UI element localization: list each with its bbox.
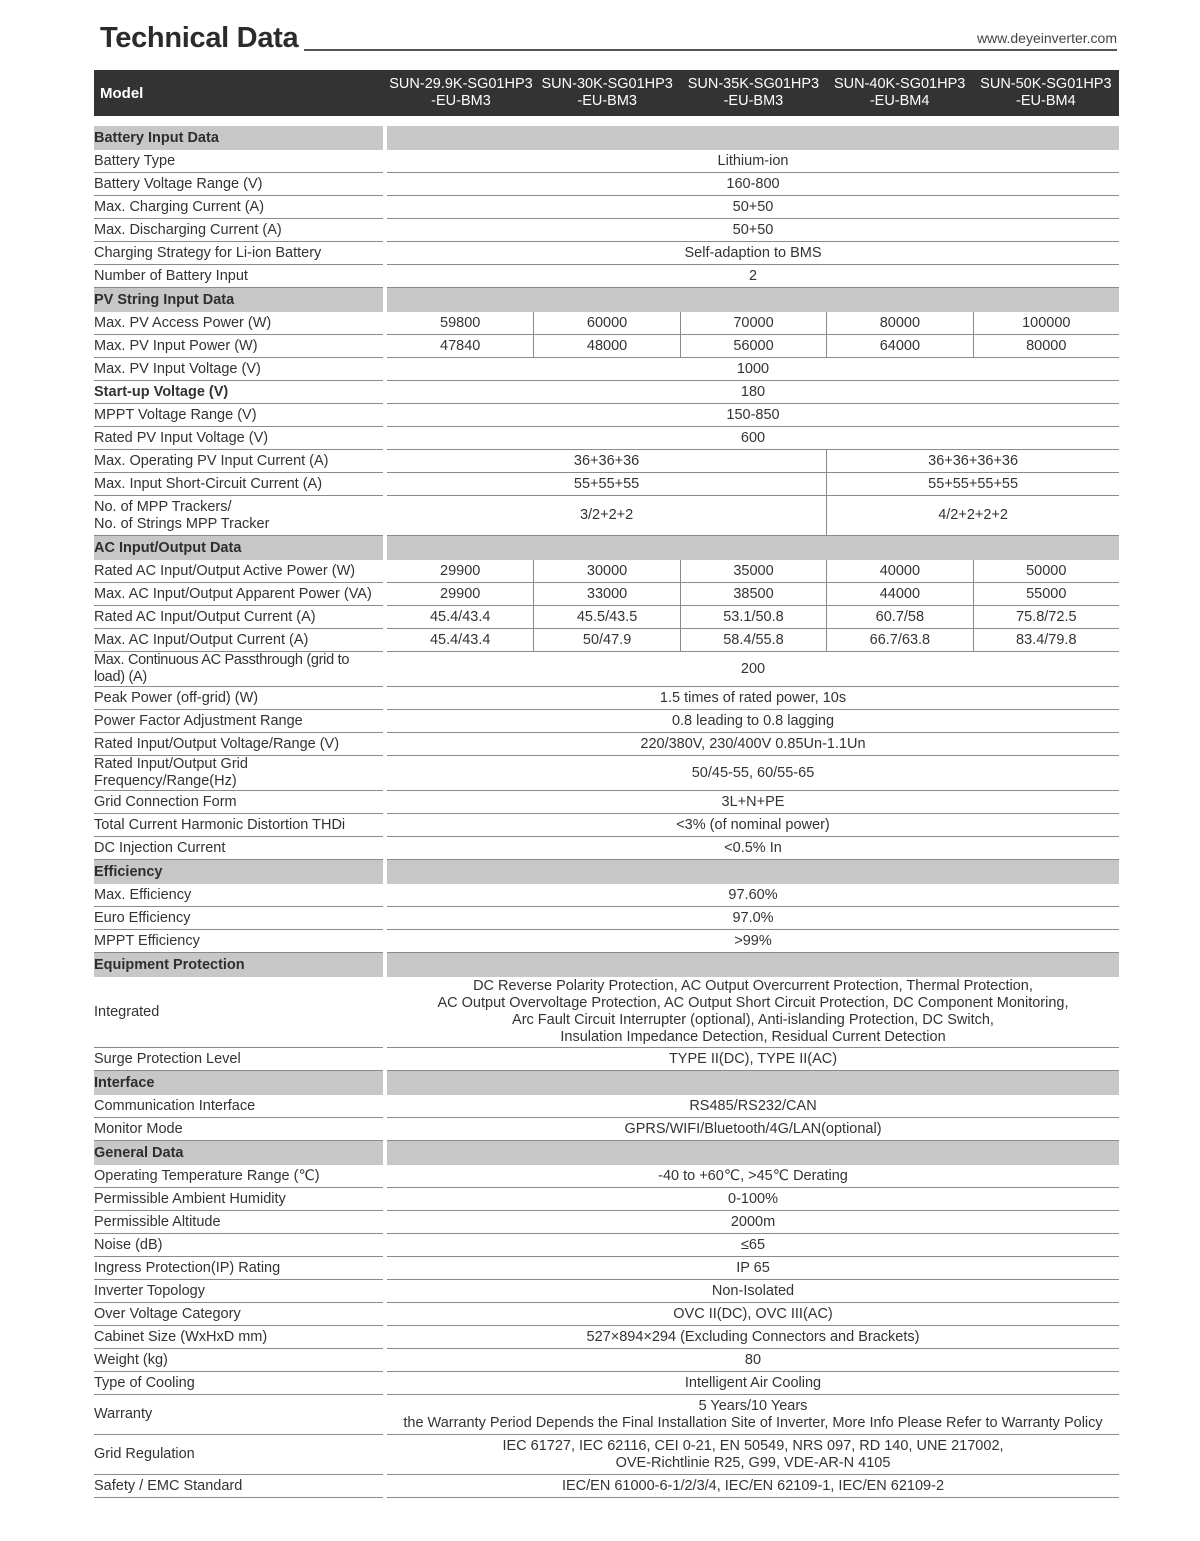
model-name: SUN-50K-SG01HP3 -EU-BM4 [980,76,1112,109]
spec-label: Battery Type [94,150,383,173]
spec-value: 160-800 [387,173,1119,196]
title-rule [304,49,1117,51]
spec-label: Max. PV Access Power (W) [94,312,383,335]
spec-value: Lithium-ion [387,150,1119,173]
spec-label: Max. Operating PV Input Current (A) [94,450,383,473]
spec-row [94,710,1119,733]
spec-label: Peak Power (off-grid) (W) [94,687,383,710]
spec-value: 47840 [387,335,533,358]
spec-value: 45.4/43.4 [387,629,533,652]
spec-label: Ingress Protection(IP) Rating [94,1257,383,1280]
spec-value: -40 to +60℃, >45℃ Derating [387,1165,1119,1188]
spec-label: Permissible Ambient Humidity [94,1188,383,1211]
spec-row [94,358,1119,381]
spec-label: Max. Charging Current (A) [94,196,383,219]
spec-value: <3% (of nominal power) [387,814,1119,837]
spec-row [94,1048,1119,1071]
section-header-row [94,536,1119,560]
spec-row [94,1257,1119,1280]
spec-value: 50/45-55, 60/55-65 [387,756,1119,791]
section-band [387,1141,1119,1165]
spec-value: Non-Isolated [387,1280,1119,1303]
spec-table-body [94,126,1119,1498]
spec-label: Warranty [94,1395,383,1435]
section-header-row [94,288,1119,312]
section-header-row [94,860,1119,884]
spec-label: No. of MPP Trackers/ No. of Strings MPP Tracker [94,496,383,536]
spec-value: IEC/EN 61000-6-1/2/3/4, IEC/EN 62109-1, IEC/EN 62109-2 [387,1475,1119,1498]
spec-value: 1.5 times of rated power, 10s [387,687,1119,710]
section-title: Efficiency [94,860,383,884]
spec-label: Safety / EMC Standard [94,1475,383,1498]
spec-label: Number of Battery Input [94,265,383,288]
section-title: General Data [94,1141,383,1165]
spec-value: 56000 [680,335,826,358]
spec-label: Inverter Topology [94,1280,383,1303]
spec-row [94,629,1119,652]
spec-row [94,1349,1119,1372]
spec-label: DC Injection Current [94,837,383,860]
spec-value: 5 Years/10 Years the Warranty Period Depends the Final Installation Site of Inverter, More Info Please Refer to Warranty Policy [387,1395,1119,1435]
spec-value: 150-850 [387,404,1119,427]
spec-value: 40000 [826,560,972,583]
spec-value: 50/47.9 [533,629,679,652]
spec-row [94,1372,1119,1395]
spec-row [94,150,1119,173]
spec-value: IEC 61727, IEC 62116, CEI 0-21, EN 50549, NRS 097, RD 140, UNE 217002, OVE-Richtlinie R25, G99, VDE-AR-N 4105 [387,1435,1119,1475]
spec-row [94,583,1119,606]
spec-value: 80000 [973,335,1119,358]
spec-value: 200 [387,652,1119,687]
spec-row [94,219,1119,242]
spec-label: Cabinet Size (WxHxD mm) [94,1326,383,1349]
section-title: Battery Input Data [94,126,383,150]
spec-value: 59800 [387,312,533,335]
spec-row [94,606,1119,629]
spec-value: 38500 [680,583,826,606]
spec-label: Max. Efficiency [94,884,383,907]
spec-row [94,1303,1119,1326]
spec-label: Start-up Voltage (V) [94,381,383,404]
spec-row [94,652,1119,687]
spec-value: 45.4/43.4 [387,606,533,629]
spec-row [94,977,1119,1048]
spec-label: Rated AC Input/Output Active Power (W) [94,560,383,583]
spec-label: Rated AC Input/Output Current (A) [94,606,383,629]
spec-value: 4/2+2+2+2 [826,496,1119,536]
section-header-row [94,1071,1119,1095]
spec-label: Max. AC Input/Output Apparent Power (VA) [94,583,383,606]
spec-row [94,930,1119,953]
spec-value: 100000 [973,312,1119,335]
spec-value: 64000 [826,335,972,358]
spec-value: 2 [387,265,1119,288]
spec-row [94,1095,1119,1118]
spec-label: Max. PV Input Power (W) [94,335,383,358]
section-band [387,1071,1119,1095]
spec-value: 29900 [387,560,533,583]
spec-row [94,1165,1119,1188]
spec-value: 30000 [533,560,679,583]
spec-row [94,335,1119,358]
spec-value: RS485/RS232/CAN [387,1095,1119,1118]
spec-value: 80 [387,1349,1119,1372]
spec-value: DC Reverse Polarity Protection, AC Output Overcurrent Protection, Thermal Protection, AC Output Overvoltage Protection, AC Output Short Circuit Protection, DC Component Monitoring, Arc Fault Circuit Interrupter (optional), Anti-islanding Protection, DC Switch, Insulation Impedance Detection, Residual Current Detection [387,977,1119,1048]
spec-label: Grid Connection Form [94,791,383,814]
spec-value: 48000 [533,335,679,358]
spec-value: 36+36+36 [387,450,826,473]
spec-row [94,1395,1119,1435]
spec-value: 80000 [826,312,972,335]
spec-value: 33000 [533,583,679,606]
spec-label: Max. PV Input Voltage (V) [94,358,383,381]
spec-value: 55+55+55 [387,473,826,496]
spec-value: 3L+N+PE [387,791,1119,814]
spec-value: 2000m [387,1211,1119,1234]
spec-row [94,427,1119,450]
datasheet-page [94,0,1119,1498]
spec-label: Monitor Mode [94,1118,383,1141]
section-band [387,288,1119,312]
model-name: SUN-29.9K-SG01HP3 -EU-BM3 [389,76,533,109]
spec-value: 60000 [533,312,679,335]
spec-label: Noise (dB) [94,1234,383,1257]
spec-row [94,381,1119,404]
spec-label: Max. Discharging Current (A) [94,219,383,242]
section-header-row [94,953,1119,977]
spec-row [94,450,1119,473]
page-title: Technical Data [100,22,299,54]
model-name: SUN-35K-SG01HP3 -EU-BM3 [687,76,820,109]
spec-value: 44000 [826,583,972,606]
spec-value: ≤65 [387,1234,1119,1257]
spec-row [94,733,1119,756]
spec-row [94,1475,1119,1498]
spec-row [94,814,1119,837]
spec-value: 70000 [680,312,826,335]
spec-label: Grid Regulation [94,1435,383,1475]
spec-label: Rated Input/Output Voltage/Range (V) [94,733,383,756]
spec-row [94,1234,1119,1257]
spec-value: 45.5/43.5 [533,606,679,629]
spec-value: IP 65 [387,1257,1119,1280]
spec-label: Rated Input/Output Grid Frequency/Range(Hz) [94,756,383,791]
section-title: AC Input/Output Data [94,536,383,560]
spec-label: MPPT Efficiency [94,930,383,953]
spec-value: 50000 [973,560,1119,583]
spec-label: Over Voltage Category [94,1303,383,1326]
section-band [387,536,1119,560]
spec-label: Type of Cooling [94,1372,383,1395]
spec-row [94,791,1119,814]
model-header-label: Model [100,84,144,102]
spec-value: <0.5% In [387,837,1119,860]
spec-value: Intelligent Air Cooling [387,1372,1119,1395]
spec-label: Surge Protection Level [94,1048,383,1071]
spec-value: 97.60% [387,884,1119,907]
spec-value: OVC II(DC), OVC III(AC) [387,1303,1119,1326]
spec-value: 3/2+2+2 [387,496,826,536]
spec-value: TYPE II(DC), TYPE II(AC) [387,1048,1119,1071]
model-header-row [94,70,1119,116]
spec-label: Max. Continuous AC Passthrough (grid to load) (A) [94,652,383,687]
spec-value: 600 [387,427,1119,450]
spec-row [94,173,1119,196]
section-title: Interface [94,1071,383,1095]
header-spacer [94,116,1119,126]
spec-row [94,196,1119,219]
spec-label: Permissible Altitude [94,1211,383,1234]
spec-label: Total Current Harmonic Distortion THDi [94,814,383,837]
spec-label: Max. AC Input/Output Current (A) [94,629,383,652]
spec-value: 55000 [973,583,1119,606]
spec-table [94,126,1119,1498]
spec-value: 0-100% [387,1188,1119,1211]
spec-row [94,884,1119,907]
spec-row [94,837,1119,860]
spec-row [94,1326,1119,1349]
spec-row [94,560,1119,583]
spec-row [94,1435,1119,1475]
spec-value: 35000 [680,560,826,583]
spec-value: 75.8/72.5 [973,606,1119,629]
spec-value: >99% [387,930,1119,953]
spec-value: 58.4/55.8 [680,629,826,652]
spec-value: 220/380V, 230/400V 0.85Un-1.1Un [387,733,1119,756]
section-title: Equipment Protection [94,953,383,977]
spec-row [94,1280,1119,1303]
spec-label: Weight (kg) [94,1349,383,1372]
model-name: SUN-30K-SG01HP3 -EU-BM3 [541,76,673,109]
spec-label: Communication Interface [94,1095,383,1118]
spec-value: 97.0% [387,907,1119,930]
spec-value: GPRS/WIFI/Bluetooth/4G/LAN(optional) [387,1118,1119,1141]
spec-value: 53.1/50.8 [680,606,826,629]
spec-row [94,756,1119,791]
spec-value: 66.7/63.8 [826,629,972,652]
spec-row [94,1211,1119,1234]
spec-row [94,496,1119,536]
spec-label: Operating Temperature Range (℃) [94,1165,383,1188]
spec-label: Integrated [94,977,383,1048]
spec-value: 83.4/79.8 [973,629,1119,652]
spec-value: 0.8 leading to 0.8 lagging [387,710,1119,733]
spec-row [94,473,1119,496]
spec-label: Max. Input Short-Circuit Current (A) [94,473,383,496]
spec-row [94,265,1119,288]
section-header-row [94,1141,1119,1165]
spec-value: Self-adaption to BMS [387,242,1119,265]
spec-row [94,1118,1119,1141]
spec-value: 50+50 [387,196,1119,219]
spec-value: 36+36+36+36 [826,450,1119,473]
spec-row [94,312,1119,335]
spec-value: 55+55+55+55 [826,473,1119,496]
spec-label: Power Factor Adjustment Range [94,710,383,733]
spec-label: Battery Voltage Range (V) [94,173,383,196]
spec-label: Rated PV Input Voltage (V) [94,427,383,450]
spec-row [94,242,1119,265]
spec-label: MPPT Voltage Range (V) [94,404,383,427]
spec-value: 180 [387,381,1119,404]
spec-value: 50+50 [387,219,1119,242]
section-band [387,126,1119,150]
spec-label: Charging Strategy for Li-ion Battery [94,242,383,265]
spec-value: 60.7/58 [826,606,972,629]
section-title: PV String Input Data [94,288,383,312]
section-band [387,953,1119,977]
spec-row [94,404,1119,427]
website-url[interactable]: www.deyeinverter.com [976,30,1117,46]
spec-row [94,1188,1119,1211]
title-bar [94,0,1119,70]
spec-value: 1000 [387,358,1119,381]
spec-row [94,687,1119,710]
model-name: SUN-40K-SG01HP3 -EU-BM4 [833,76,966,109]
spec-value: 29900 [387,583,533,606]
section-band [387,860,1119,884]
spec-row [94,907,1119,930]
spec-value: 527×894×294 (Excluding Connectors and Brackets) [387,1326,1119,1349]
section-header-row [94,126,1119,150]
spec-label: Euro Efficiency [94,907,383,930]
